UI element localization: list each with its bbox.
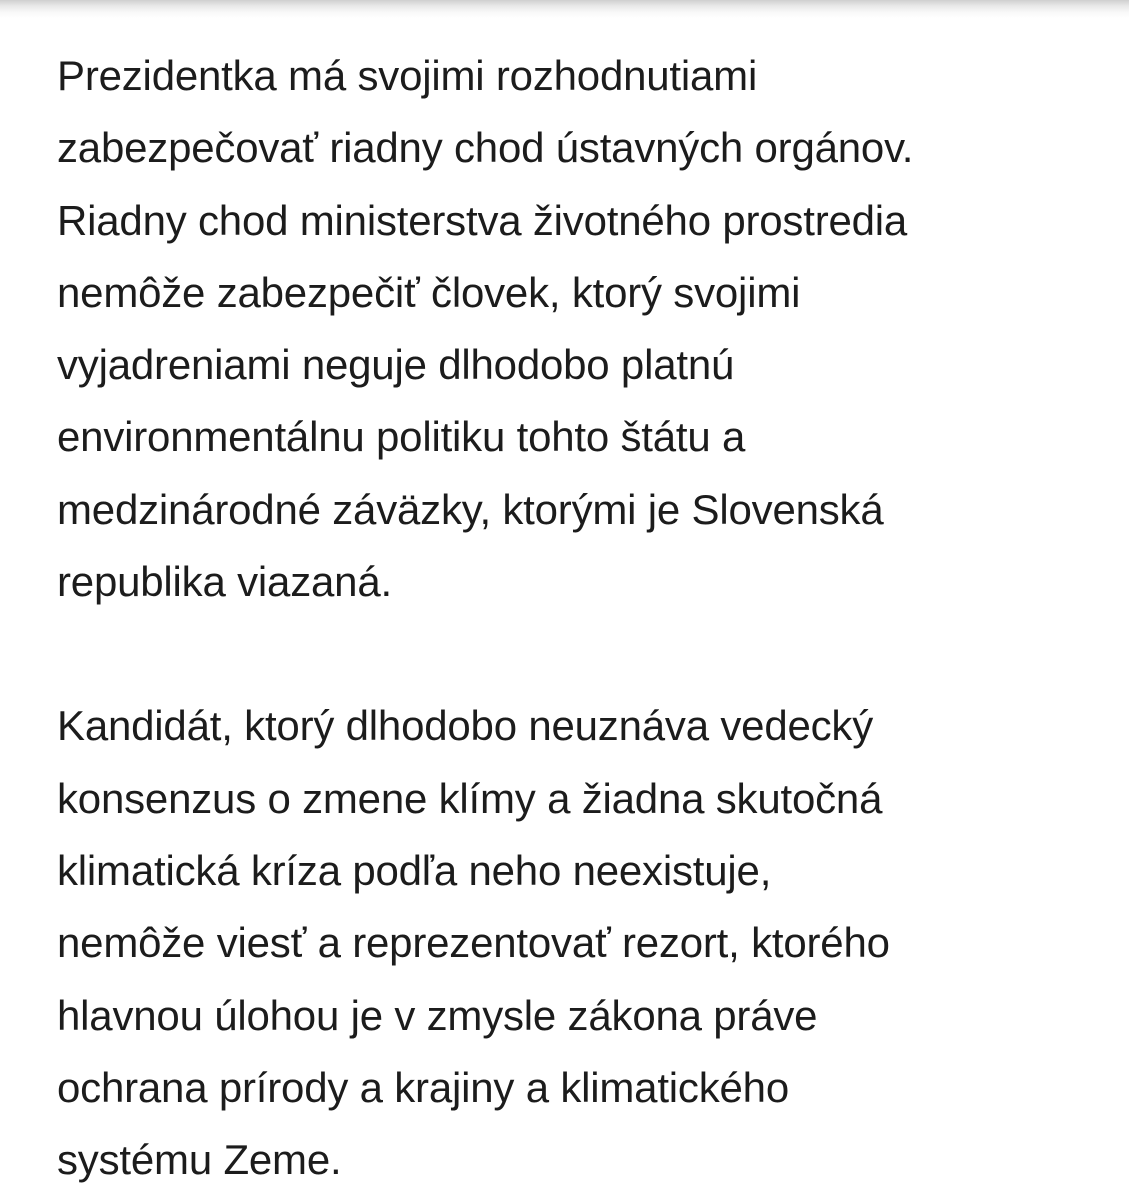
text-line: Prezidentka má svojimi rozhodnutiami [57, 52, 758, 99]
paragraph-candidate [57, 690, 1117, 1196]
text-line: environmentálnu politiku tohto štátu a [57, 413, 746, 461]
text-line: ochrana prírody a krajiny a klimatického [57, 1063, 790, 1111]
text-line: nemôže zabezpečiť človek, ktorý svojimi [57, 268, 801, 316]
article-text [57, 40, 1117, 1196]
text-line: vyjadreniami neguje dlhodobo platnú [57, 341, 735, 389]
text-line: zabezpečovať riadny chod ústavných orgánov. [57, 124, 914, 172]
text-line: nemôže viesť a reprezentovať rezort, ktorého [57, 919, 890, 967]
text-line: Kandidát, ktorý dlhodobo neuznáva vedecký [57, 702, 874, 750]
text-line: klimatická kríza podľa neho neexistuje, [57, 846, 772, 894]
text-line: hlavnou úlohou je v zmysle zákona práve [57, 991, 818, 1039]
text-line: systému Zeme. [57, 1136, 342, 1184]
top-edge-shadow [0, 0, 1129, 18]
text-line: republika viazaná. [57, 558, 392, 606]
text-line: Riadny chod ministerstva životného prostredia [57, 196, 908, 244]
paragraph-president-role [57, 40, 1117, 618]
text-line: konsenzus o zmene klímy a žiadna skutočná [57, 774, 883, 822]
text-line: medzinárodné záväzky, ktorými je Slovenská [57, 485, 884, 533]
